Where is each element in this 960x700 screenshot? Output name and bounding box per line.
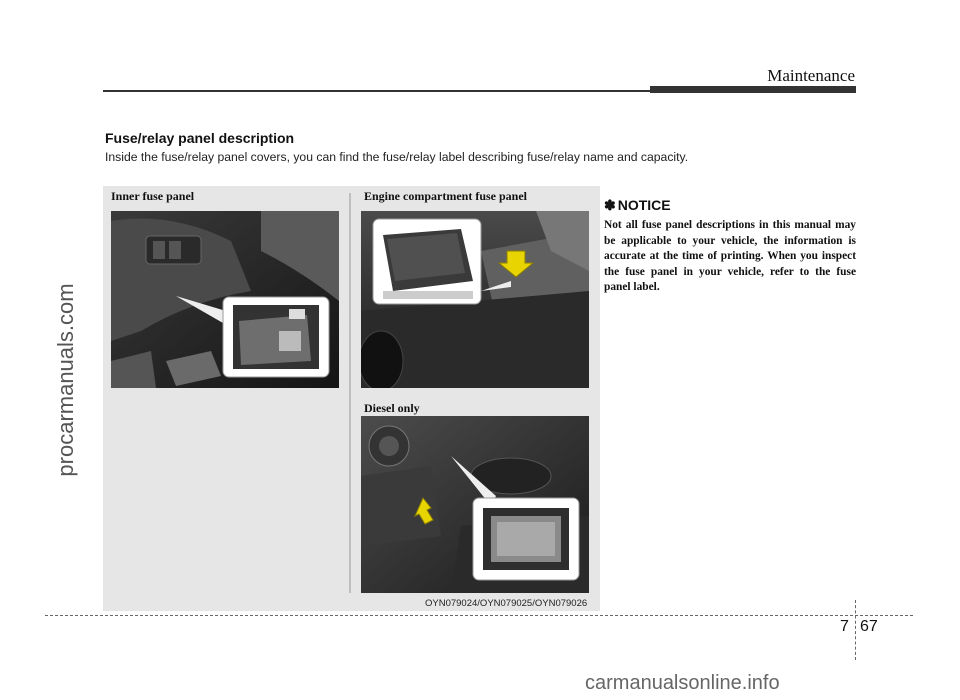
inner-fuse-caption: Inner fuse panel — [111, 189, 195, 203]
watermark-bottom: carmanualsonline.info — [585, 672, 780, 694]
diesel-caption: Diesel only — [364, 401, 420, 415]
notice-symbol: ✽ — [604, 197, 616, 213]
engine-fuse-panel-photo — [361, 211, 589, 388]
section-title: Fuse/relay panel description — [105, 130, 295, 146]
notice-body: Not all fuse panel descriptions in this manual may be applicable to your vehicle, the information is accurate at the time of printing. When you inspect the fuse panel in your vehicle, refer to the fuse panel label. — [604, 219, 856, 293]
section-body: Inside the fuse/relay panel covers, you can find the fuse/relay label describing fuse/relay name and capacity. — [105, 150, 689, 164]
notice-title — [604, 197, 671, 214]
watermark-left: procarmanuals.com — [53, 283, 78, 477]
footer-rule — [45, 615, 913, 616]
section-label: Maintenance — [767, 66, 855, 85]
page-number-divider — [855, 600, 856, 660]
inner-fuse-panel-photo — [111, 211, 339, 388]
header-rule-accent — [650, 86, 856, 93]
diesel-fuse-panel-photo — [361, 416, 589, 593]
chapter-number: 7 — [840, 618, 849, 635]
page-number: 67 — [860, 618, 878, 635]
notice-title-text: NOTICE — [617, 197, 671, 213]
figure-divider — [349, 193, 351, 593]
figure-codes: OYN079024/OYN079025/OYN079026 — [425, 598, 588, 609]
engine-fuse-caption: Engine compartment fuse panel — [364, 189, 527, 203]
